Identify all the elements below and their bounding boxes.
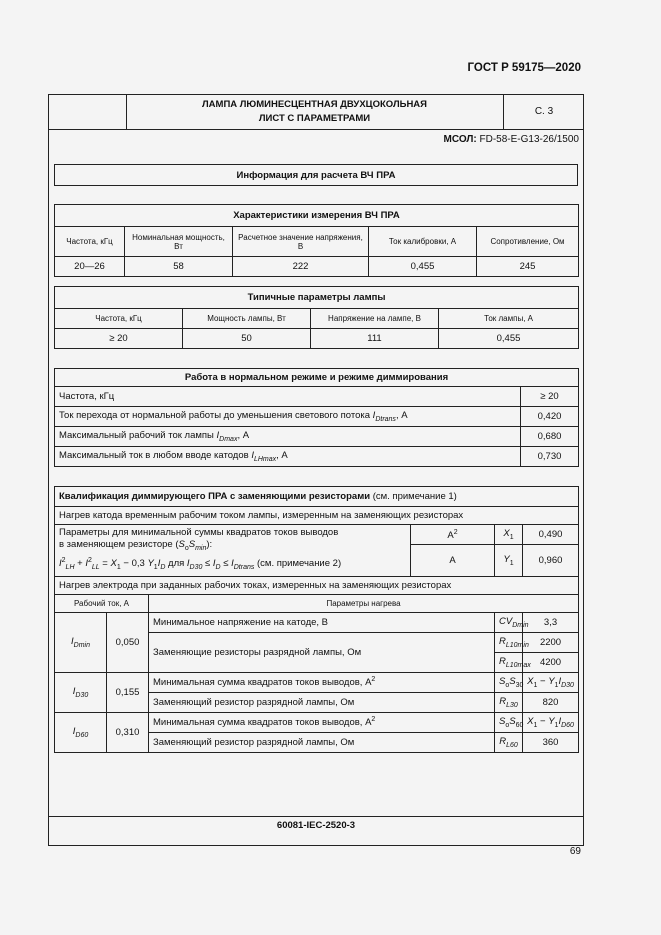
param-value: $X_1 - Y_1I_{D30}$ — [523, 672, 579, 692]
typ-value: ≥ 20 — [55, 329, 183, 349]
header-title — [126, 94, 504, 129]
dimming-title: Работа в нормальном режиме и режиме диммирования — [55, 369, 579, 387]
header-blank-cell — [48, 94, 127, 129]
y-letter: Y — [503, 554, 510, 566]
params-post: ): — [206, 539, 213, 550]
measurement-table — [54, 204, 579, 277]
param-value: 3,3 — [523, 612, 579, 632]
sym-sub: L60 — [506, 741, 518, 749]
current-symbol — [55, 612, 107, 672]
sym-sub: D60 — [75, 731, 89, 739]
param-value: $X_1 - Y_1I_{D60}$ — [523, 712, 579, 732]
param-symbol — [495, 692, 523, 712]
current-value: 0,310 — [107, 712, 149, 752]
param-symbol — [495, 652, 531, 672]
param-value: 820 — [523, 692, 579, 712]
current-symbol — [55, 672, 107, 712]
dimming-label — [55, 427, 521, 447]
unit-a2: $А^2$ — [411, 525, 495, 545]
msol-value: FD-58-E-G13-26/1500 — [479, 134, 579, 145]
qualification-table — [54, 486, 579, 753]
dimming-label: Частота, кГц — [55, 387, 521, 407]
params-formula: $I^2_{LH} + I^2_{LL} = X_1 - 0,3$ $Y_1I_D$ для $I_{D30} \le I_D \le I_{Dtrans}$ (см. примечание 2) — [59, 556, 342, 571]
symbol: I — [372, 410, 376, 422]
dimming-label — [55, 407, 521, 427]
symbol-sub: Dtrans — [375, 415, 396, 423]
x1-symbol: $X_1$ — [495, 525, 523, 545]
sym-sub: 30 — [515, 681, 524, 689]
msol-code — [444, 134, 579, 145]
meas-header: Ток калибровки, А — [369, 227, 477, 257]
param-label: Минимальная сумма квадратов токов выводов, $А^2$ — [149, 712, 495, 732]
symbol-sub: Dmax — [219, 435, 238, 443]
qualification-title-bold: Квалификация диммирующего ПРА с заменяющими резисторами — [59, 491, 371, 502]
x-letter: X — [503, 528, 510, 540]
typical-table — [54, 286, 579, 349]
meas-value: 58 — [125, 257, 233, 277]
sym-sub: D30 — [75, 691, 89, 699]
footer-code: 60081-IEC-2520-3 — [48, 816, 584, 846]
param-symbol — [495, 732, 523, 752]
label-text: Минимальная сумма квадратов токов выводов, А — [153, 717, 372, 729]
current-symbol — [55, 712, 107, 752]
sym-sub: L30 — [506, 701, 518, 709]
sym-sub: 60 — [515, 721, 524, 729]
param-label: Заменяющий резистор разрядной лампы, Ом — [149, 692, 495, 712]
dimming-value: 0,730 — [521, 447, 579, 467]
title-line-1: ЛАМПА ЛЮМИНЕСЦЕНТНАЯ ДВУХЦОКОЛЬНАЯ — [202, 99, 427, 110]
params-line-1: Параметры для минимальной суммы квадратов токов выводов — [59, 527, 339, 538]
typ-value: 50 — [183, 329, 311, 349]
label-text: Максимальный ток в любом вводе катодов — [59, 450, 252, 462]
formula-note: (см. примечание 2) — [254, 558, 342, 570]
sym: I — [71, 635, 74, 647]
dimming-value: 0,420 — [521, 407, 579, 427]
meas-header: Частота, кГц — [55, 227, 125, 257]
meas-header: Расчетное значение напряжения, В — [233, 227, 369, 257]
page-number: 69 — [569, 846, 581, 857]
meas-header: Номинальная мощность, Вт — [125, 227, 233, 257]
meas-value: 222 — [233, 257, 369, 277]
label-text: Минимальная сумма квадратов токов выводов, А — [153, 677, 372, 689]
label-text: Ток перехода от нормальной работы до уменьшения светового потока — [59, 410, 373, 422]
param-symbol: $S_oS_{60}$ — [495, 712, 523, 732]
sheet-number: С. 3 — [534, 106, 554, 117]
meas-value: 0,455 — [369, 257, 477, 277]
label-unit: , А — [395, 410, 408, 422]
sym-sub: L10max — [505, 661, 531, 669]
sym-sub: L10min — [505, 641, 529, 649]
electrode-heating-row: Нагрев электрода при заданных рабочих токах, измеренных на заменяющих резисторах — [55, 576, 579, 594]
dimming-value: ≥ 20 — [521, 387, 579, 407]
typ-value: 0,455 — [439, 329, 579, 349]
dimming-label — [55, 447, 521, 467]
typ-header: Частота, кГц — [55, 309, 183, 329]
meas-value: 20—26 — [55, 257, 125, 277]
symbol: I — [216, 430, 220, 442]
param-symbol — [495, 612, 529, 632]
symbol-sub: LHmax — [253, 455, 277, 463]
current-value: 0,155 — [107, 672, 149, 712]
cathode-heating-row: Нагрев катода временным рабочим током лампы, измеренным на заменяющих резисторах — [55, 507, 579, 525]
msol-label: МСОЛ: — [443, 134, 477, 145]
typ-header: Напряжение на лампе, В — [311, 309, 439, 329]
param-label: Минимальное напряжение на катоде, В — [149, 612, 495, 632]
typical-title: Типичные параметры лампы — [55, 287, 579, 309]
x1-value: 0,490 — [523, 525, 579, 545]
param-value: 2200 — [523, 632, 579, 652]
sym: R — [499, 735, 507, 747]
typ-header: Мощность лампы, Вт — [183, 309, 311, 329]
qualification-title — [55, 487, 579, 507]
sym-sub: Dmin — [73, 641, 90, 649]
sym: R — [499, 635, 506, 647]
params-pre: в заменяющем резисторе ( — [59, 539, 179, 550]
param-label: Заменяющие резисторы разрядной лампы, Ом — [149, 632, 495, 672]
min-sum-params — [55, 525, 411, 577]
sheet-header — [48, 94, 584, 130]
param-label: Заменяющий резистор разрядной лампы, Ом — [149, 732, 495, 752]
qualification-note: (см. примечание 1) — [370, 491, 457, 502]
symbol: I — [251, 450, 254, 462]
meas-header: Сопротивление, Ом — [477, 227, 579, 257]
sym: S — [509, 715, 516, 727]
meas-value: 245 — [477, 257, 579, 277]
col-current: Рабочий ток, А — [55, 594, 149, 612]
standard-number: ГОСТ Р 59175—2020 — [467, 62, 581, 74]
sym-sub: Dmin — [512, 621, 529, 629]
label-text: Максимальный рабочий ток лампы — [59, 430, 217, 442]
param-value: 4200 — [523, 652, 579, 672]
param-symbol: $S_oS_{30}$ — [495, 672, 523, 692]
col-params: Параметры нагрева — [149, 594, 579, 612]
info-title: Информация для расчета ВЧ ПРА — [54, 164, 578, 186]
sym: I — [72, 725, 76, 737]
unit-text: А — [447, 529, 454, 541]
dimming-value: 0,680 — [521, 427, 579, 447]
sym: CV — [499, 615, 513, 627]
label-unit: , А — [237, 430, 250, 442]
y1-value: 0,960 — [523, 545, 579, 577]
unit-a: А — [411, 545, 495, 577]
measurement-title: Характеристики измерения ВЧ ПРА — [55, 205, 579, 227]
title-line-2: ЛИСТ С ПАРАМЕТРАМИ — [258, 113, 371, 124]
param-symbol — [495, 632, 529, 652]
sym: R — [499, 655, 506, 667]
y1-symbol: $Y_1$ — [495, 545, 523, 577]
sym: S — [509, 675, 516, 687]
typ-value: 111 — [311, 329, 439, 349]
current-value: 0,050 — [107, 612, 149, 672]
sym: I — [72, 685, 76, 697]
label-unit: , А — [276, 450, 288, 462]
sym: R — [499, 695, 507, 707]
param-value: 360 — [523, 732, 579, 752]
dimming-table — [54, 368, 579, 467]
typ-header: Ток лампы, А — [439, 309, 579, 329]
param-label: Минимальная сумма квадратов токов выводов, $А^2$ — [149, 672, 495, 692]
params-line-2: в заменяющем резисторе $(S_oS_{min})$: — [59, 539, 213, 552]
